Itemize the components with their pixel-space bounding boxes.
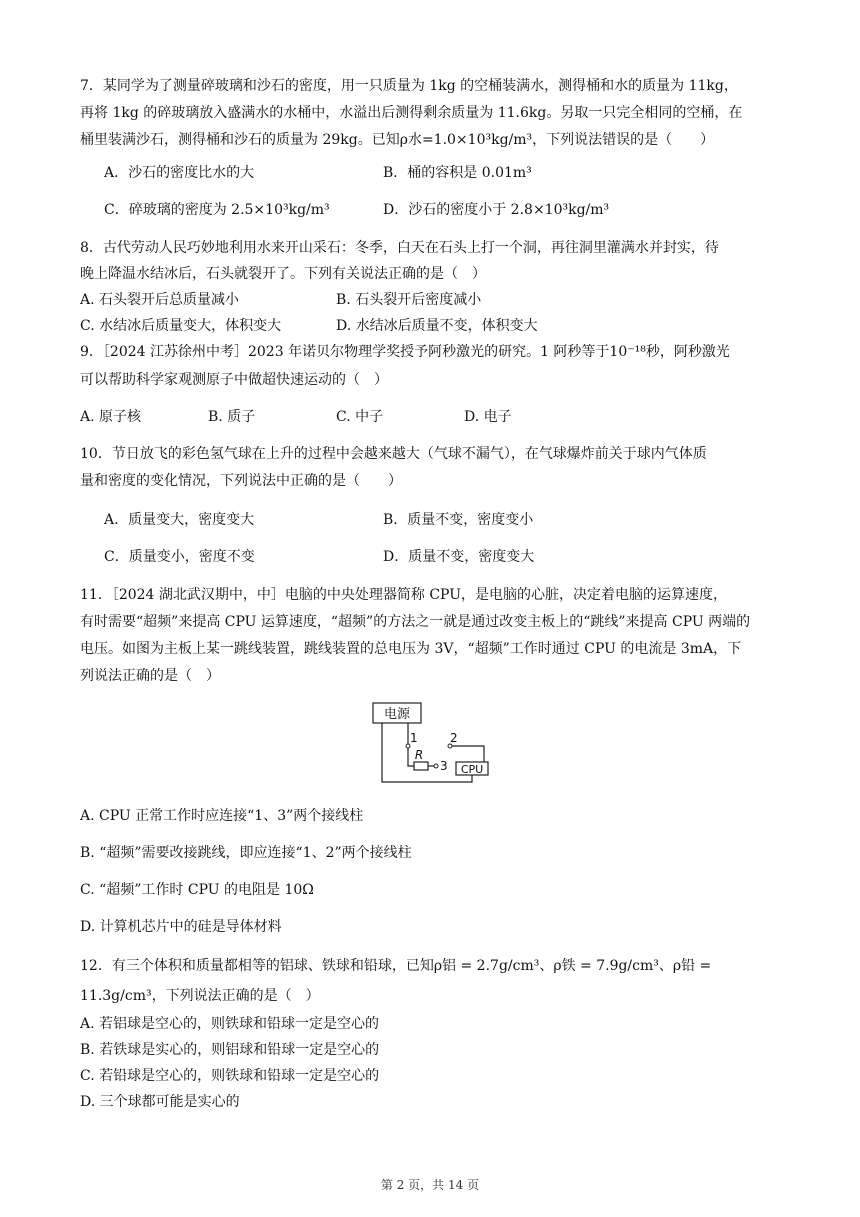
q10-option-c: C．质量变小，密度不变 xyxy=(104,549,255,565)
q12-stem-line-2: 11.3g/cm³，下列说法正确的是（ ） xyxy=(80,988,320,1004)
q11-stem-line-4: 列说法正确的是（ ） xyxy=(80,668,220,684)
resistor-label: R xyxy=(414,748,424,762)
q8-option-d: D. 水结冰后质量不变，体积变大 xyxy=(336,318,538,334)
terminal-3 xyxy=(434,764,438,768)
q9-stem-line-2: 可以帮助科学家观测原子中做超快速运动的（ ） xyxy=(80,372,388,388)
q10-option-b: B．质量不变，密度变小 xyxy=(383,512,534,528)
q11-option-a: A. CPU 正常工作时应连接“1、3”两个接线柱 xyxy=(80,808,364,824)
q9-option-c: C. 中子 xyxy=(336,409,384,425)
terminal-3-label: 3 xyxy=(440,759,448,773)
q7-option-a: A．沙石的密度比水的大 xyxy=(104,165,255,181)
q9-option-d: D. 电子 xyxy=(464,409,512,425)
q12-option-b: B. 若铁球是实心的，则铝球和铅球一定是空心的 xyxy=(80,1042,380,1058)
q8-stem-line-1: 8．古代劳动人民巧妙地利用水来开山采石：冬季，白天在石头上打一个洞，再往洞里灌满水并封实，待 xyxy=(80,240,719,256)
q12-option-a: A. 若铝球是空心的，则铁球和铅球一定是空心的 xyxy=(80,1016,380,1032)
page-footer: 第 2 页，共 14 页 xyxy=(380,1178,480,1192)
q10-option-d: D．质量不变，密度变大 xyxy=(383,549,535,565)
q12-option-d: D. 三个球都可能是实心的 xyxy=(80,1094,240,1110)
q7-stem-line-3: 桶里装满沙石，测得桶和沙石的质量为 29kg。已知ρ水=1.0×10³kg/m³，下列说法错误的是（ ） xyxy=(80,132,715,148)
terminal-2-label: 2 xyxy=(450,731,458,745)
resistor-lead xyxy=(408,746,414,766)
q8-option-c: C. 水结冰后质量变大，体积变大 xyxy=(80,318,282,334)
q11-option-c: C. “超频”工作时 CPU 的电阻是 10Ω xyxy=(80,882,314,898)
q8-option-a: A. 石头裂开后总质量减小 xyxy=(80,292,240,308)
q7-stem-line-1: 7．某同学为了测量碎玻璃和沙石的密度，用一只质量为 1kg 的空桶装满水，测得桶和水的质量为 11kg， xyxy=(80,78,738,94)
power-supply-label: 电源 xyxy=(383,707,411,722)
q7-option-d: D．沙石的密度小于 2.8×10³kg/m³ xyxy=(383,202,610,218)
q7-option-b: B．桶的容积是 0.01m³ xyxy=(383,165,532,181)
q12-stem-line-1: 12．有三个体积和质量都相等的铝球、铁球和铅球，已知ρ铝 = 2.7g/cm³、ρ铁 = 7.9g/cm³、ρ铅 = xyxy=(80,958,712,974)
q12-option-c: C. 若铅球是空心的，则铁球和铅球一定是空心的 xyxy=(80,1068,380,1084)
q7-option-c: C．碎玻璃的密度为 2.5×10³kg/m³ xyxy=(104,202,330,218)
q9-option-a: A. 原子核 xyxy=(80,409,142,425)
q9-stem-line-1: 9．［2024 江苏徐州中考］2023 年诺贝尔物理学奖授予阿秒激光的研究。1 阿秒等于10⁻¹⁸秒，阿秒激光 xyxy=(80,344,730,360)
q10-option-a: A．质量变大，密度变大 xyxy=(104,512,255,528)
jumper-circuit-diagram xyxy=(372,702,490,786)
q11-option-d: D. 计算机芯片中的硅是导体材料 xyxy=(80,919,282,935)
q8-stem-line-2: 晚上降温水结冰后，石头就裂开了。下列有关说法正确的是（ ） xyxy=(80,266,486,282)
q7-stem-line-2: 再将 1kg 的碎玻璃放入盛满水的水桶中，水溢出后测得剩余质量为 11.6kg。另取一只完全相同的空桶，在 xyxy=(80,105,743,121)
terminal-1-label: 1 xyxy=(410,731,418,745)
q10-stem-line-1: 10．节日放飞的彩色氢气球在上升的过程中会越来越大（气球不漏气），在气球爆炸前关于球内气体质 xyxy=(80,446,707,462)
q8-option-b: B. 石头裂开后密度减小 xyxy=(336,292,482,308)
q11-stem-line-2: 有时需要“超频”来提高 CPU 运算速度，“超频”的方法之一就是通过改变主板上的“跳线”来提高 CPU 两端的 xyxy=(80,614,751,630)
q10-stem-line-2: 量和密度的变化情况，下列说法中正确的是（ ） xyxy=(80,473,402,489)
q11-stem-line-1: 11．［2024 湖北武汉期中，中］电脑的中央处理器简称 CPU，是电脑的心脏，决定着电脑的运算速度， xyxy=(80,587,728,603)
q9-option-b: B. 质子 xyxy=(208,409,256,425)
cpu-label: CPU xyxy=(460,763,484,776)
resistor-symbol xyxy=(414,762,428,770)
q11-stem-line-3: 电压。如图为主板上某一跳线装置，跳线装置的总电压为 3V，“超频”工作时通过 CPU 的电流是 3mA，下 xyxy=(80,641,742,657)
q11-option-b: B. “超频”需要改接跳线，即应连接“1、2”两个接线柱 xyxy=(80,845,412,861)
terminal-2-lead xyxy=(452,746,484,762)
